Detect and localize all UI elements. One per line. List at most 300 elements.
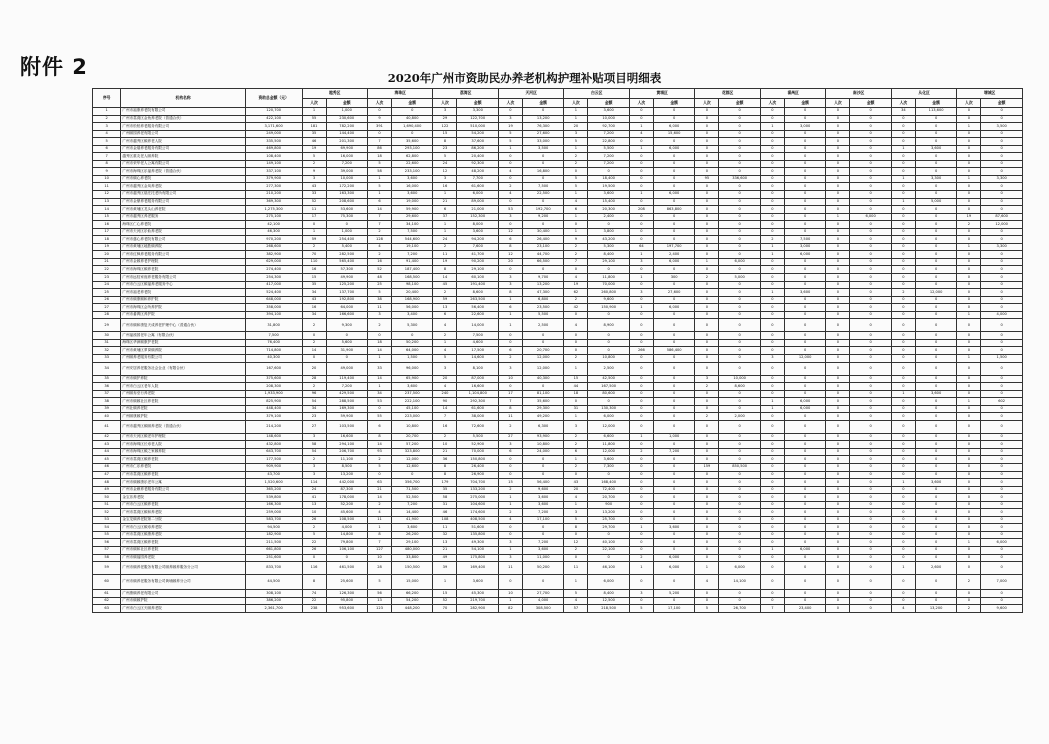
table-row — [93, 243, 1023, 251]
header-district: 天河区 — [498, 89, 563, 99]
cell-money: 0 — [850, 236, 891, 244]
cell-money: 300 — [653, 274, 694, 282]
cell-count: 2 — [564, 153, 588, 161]
cell-count: 2 — [367, 228, 391, 236]
row-total-amount: 211,500 — [245, 539, 302, 547]
header-district: 黄埔区 — [629, 89, 694, 99]
cell-count: 0 — [629, 539, 653, 547]
cell-count: 53 — [498, 206, 522, 214]
cell-money: 0 — [719, 266, 760, 274]
row-org-name: 广州市金颐养老护理院 — [121, 258, 245, 266]
cell-money: 17,100 — [522, 516, 563, 524]
row-total-amount: 94,500 — [245, 524, 302, 532]
cell-money: 0 — [653, 531, 694, 539]
cell-money: 23,400 — [784, 605, 825, 613]
cell-count: 0 — [695, 456, 719, 464]
cell-count: 0 — [760, 501, 784, 509]
cell-money: 0 — [981, 160, 1023, 168]
cell-money: 0 — [653, 362, 694, 375]
cell-money: 49,300 — [457, 539, 498, 547]
cell-count: 0 — [826, 311, 850, 319]
cell-count: 0 — [826, 479, 850, 487]
cell-count: 0 — [695, 332, 719, 340]
cell-money: 0 — [850, 332, 891, 340]
cell-count: 3 — [498, 115, 522, 123]
cell-count: 0 — [498, 332, 522, 340]
cell-count: 0 — [957, 405, 981, 413]
cell-money: 336,600 — [719, 175, 760, 183]
cell-count: 1 — [564, 413, 588, 421]
cell-count: 3 — [433, 175, 457, 183]
cell-count: 0 — [760, 420, 784, 433]
cell-count: 5 — [302, 531, 326, 539]
cell-count: 0 — [760, 494, 784, 502]
cell-count: 0 — [891, 383, 915, 391]
cell-count: 1 — [367, 524, 391, 532]
row-org-name: 广州市仁乐养老院 — [121, 463, 245, 471]
cell-count: 0 — [695, 311, 719, 319]
cell-count: 5 — [498, 138, 522, 146]
row-seq: 48 — [93, 479, 121, 487]
cell-count: 62 — [564, 289, 588, 297]
row-org-name: 金宝乐养老院 — [121, 494, 245, 502]
cell-money: 448,200 — [391, 605, 432, 613]
table-row — [93, 554, 1023, 562]
cell-count: 16 — [433, 183, 457, 191]
cell-count: 0 — [695, 448, 719, 456]
cell-count: 0 — [760, 590, 784, 598]
row-org-name: 广州市颐和康复天成养老护理中心（普通合伙） — [121, 319, 245, 332]
cell-count: 0 — [957, 516, 981, 524]
cell-money: 5,200 — [653, 590, 694, 598]
cell-count: 18 — [367, 153, 391, 161]
cell-count: 0 — [498, 463, 522, 471]
cell-money: 0 — [653, 115, 694, 123]
cell-count: 0 — [826, 375, 850, 383]
cell-count: 0 — [695, 243, 719, 251]
cell-count: 0 — [826, 236, 850, 244]
cell-money: 7,200 — [391, 501, 432, 509]
cell-money: 0 — [784, 501, 825, 509]
header-district: 番禺区 — [760, 89, 825, 99]
cell-count: 3 — [498, 362, 522, 375]
header-money: 金额 — [522, 98, 563, 108]
cell-count: 43 — [302, 183, 326, 191]
cell-money: 1,104,800 — [457, 390, 498, 398]
cell-money: 29,100 — [457, 266, 498, 274]
cell-money: 0 — [850, 311, 891, 319]
cell-count: 0 — [760, 531, 784, 539]
cell-count: 0 — [695, 319, 719, 332]
cell-money: 40,300 — [522, 375, 563, 383]
cell-count: 8 — [367, 433, 391, 441]
cell-money: 0 — [719, 479, 760, 487]
row-org-name: 广州颐园养老有限公司 — [121, 130, 245, 138]
cell-count: 0 — [957, 441, 981, 449]
cell-count: 0 — [891, 441, 915, 449]
cell-money: 0 — [784, 281, 825, 289]
cell-count: 0 — [957, 590, 981, 598]
cell-money: 0 — [850, 274, 891, 282]
cell-count: 0 — [695, 304, 719, 312]
row-total-amount: 308,100 — [245, 590, 302, 598]
cell-count: 70 — [302, 251, 326, 259]
cell-count: 34 — [367, 390, 391, 398]
cell-money: 0 — [719, 509, 760, 517]
cell-money: 7,200 — [326, 160, 367, 168]
row-total-amount: 166,300 — [245, 501, 302, 509]
table-row — [93, 332, 1023, 340]
cell-count: 5 — [433, 354, 457, 362]
cell-count: 39 — [433, 562, 457, 575]
cell-count: 59 — [433, 296, 457, 304]
cell-count: 0 — [957, 413, 981, 421]
cell-money: 0 — [981, 456, 1023, 464]
cell-count: 11 — [367, 304, 391, 312]
cell-money: 0 — [653, 311, 694, 319]
row-org-name: 广州市海珠区乐福养老院（普通合伙） — [121, 168, 245, 176]
cell-money: 0 — [981, 289, 1023, 297]
cell-count: 0 — [695, 108, 719, 116]
cell-money: 0 — [653, 539, 694, 547]
cell-money: 65,900 — [391, 375, 432, 383]
cell-money: 408,500 — [457, 516, 498, 524]
cell-money: 0 — [653, 471, 694, 479]
row-seq: 24 — [93, 281, 121, 289]
cell-money: 0 — [981, 332, 1023, 340]
table-row — [93, 390, 1023, 398]
row-org-name: 广州市颐养老服务有限公司黄埔颐养分公司 — [121, 575, 245, 590]
cell-money: 2,500 — [588, 362, 629, 375]
cell-money: 254,400 — [326, 236, 367, 244]
cell-count: 0 — [826, 456, 850, 464]
cell-count: 35 — [302, 130, 326, 138]
cell-count: 3 — [367, 311, 391, 319]
cell-money: 16,000 — [326, 153, 367, 161]
row-seq: 22 — [93, 266, 121, 274]
cell-count: 2 — [498, 354, 522, 362]
cell-money: 4,600 — [457, 339, 498, 347]
cell-count: 0 — [957, 383, 981, 391]
cell-count: 0 — [826, 175, 850, 183]
cell-count: 0 — [760, 198, 784, 206]
cell-money: 0 — [850, 304, 891, 312]
cell-money: 12,000 — [588, 420, 629, 433]
cell-count: 28 — [367, 562, 391, 575]
cell-money: 7,200 — [391, 251, 432, 259]
cell-money: 3,600 — [457, 228, 498, 236]
cell-money: 49,000 — [326, 362, 367, 375]
table-row — [93, 115, 1023, 123]
cell-count: 0 — [760, 145, 784, 153]
cell-money: 1,500 — [391, 354, 432, 362]
row-org-name: 广州市天河区颐老年护理院 — [121, 433, 245, 441]
cell-money: 0 — [981, 115, 1023, 123]
cell-money: 0 — [719, 524, 760, 532]
cell-money: 0 — [981, 258, 1023, 266]
cell-count: 16 — [302, 304, 326, 312]
cell-count: 55 — [302, 115, 326, 123]
cell-money: 0 — [653, 456, 694, 464]
cell-money: 6,800 — [522, 296, 563, 304]
table-row — [93, 266, 1023, 274]
cell-money: 0 — [784, 213, 825, 221]
cell-count: 13 — [433, 539, 457, 547]
cell-money: 0 — [653, 332, 694, 340]
cell-money: 16,000 — [391, 183, 432, 191]
cell-count: 0 — [695, 123, 719, 131]
cell-money: 0 — [915, 183, 956, 191]
cell-count: 8 — [564, 524, 588, 532]
cell-count: 0 — [695, 347, 719, 355]
cell-money: 0 — [981, 206, 1023, 214]
cell-money: 92,300 — [457, 160, 498, 168]
cell-count: 0 — [629, 420, 653, 433]
cell-count: 0 — [826, 546, 850, 554]
cell-money: 0 — [719, 501, 760, 509]
cell-count: 0 — [629, 183, 653, 191]
cell-money: 7,200 — [522, 539, 563, 547]
cell-count: 1 — [629, 433, 653, 441]
cell-money: 29,100 — [391, 539, 432, 547]
cell-money: 565,400 — [326, 258, 367, 266]
cell-money: 0 — [784, 575, 825, 590]
table-row — [93, 168, 1023, 176]
cell-count: 0 — [629, 413, 653, 421]
cell-money: 0 — [653, 339, 694, 347]
cell-money: 75,300 — [326, 213, 367, 221]
cell-count: 0 — [760, 130, 784, 138]
cell-money: 89,000 — [457, 198, 498, 206]
cell-count: 0 — [302, 354, 326, 362]
cell-money: 14,100 — [719, 575, 760, 590]
cell-money: 0 — [915, 266, 956, 274]
cell-money: 0 — [981, 509, 1023, 517]
row-org-name: 广州康颐养老有限公司 — [121, 590, 245, 598]
cell-count: 2 — [498, 183, 522, 191]
table-row — [93, 524, 1023, 532]
table-row — [93, 575, 1023, 590]
cell-count: 2 — [367, 319, 391, 332]
cell-count: 0 — [695, 183, 719, 191]
cell-count: 0 — [564, 266, 588, 274]
row-seq: 62 — [93, 597, 121, 605]
cell-count: 0 — [695, 362, 719, 375]
cell-money: 0 — [850, 494, 891, 502]
cell-money: 87,000 — [457, 375, 498, 383]
cell-count: 5 — [564, 516, 588, 524]
cell-count: 0 — [891, 281, 915, 289]
cell-money: 192,700 — [522, 206, 563, 214]
cell-money: 260,800 — [588, 289, 629, 297]
cell-count: 3 — [564, 130, 588, 138]
cell-count: 1 — [367, 175, 391, 183]
cell-count: 0 — [826, 281, 850, 289]
cell-count: 7 — [433, 413, 457, 421]
cell-money: 5,000 — [719, 274, 760, 282]
header-count: 人次 — [498, 98, 522, 108]
cell-money: 103,500 — [326, 420, 367, 433]
row-org-name: 广州颐康颐护院 — [121, 413, 245, 421]
cell-count: 0 — [957, 546, 981, 554]
cell-money: 0 — [719, 304, 760, 312]
cell-money: 0 — [915, 138, 956, 146]
cell-count: 0 — [826, 319, 850, 332]
cell-money: 0 — [653, 175, 694, 183]
cell-money: 9,600 — [588, 296, 629, 304]
cell-count: 0 — [629, 115, 653, 123]
cell-money: 0 — [981, 274, 1023, 282]
cell-count: 45 — [433, 281, 457, 289]
cell-money: 3,000 — [784, 123, 825, 131]
cell-count: 0 — [695, 354, 719, 362]
cell-money: 863,800 — [653, 206, 694, 214]
cell-count: 0 — [498, 456, 522, 464]
cell-count: 0 — [629, 168, 653, 176]
table-row — [93, 494, 1023, 502]
cell-money: 0 — [784, 304, 825, 312]
cell-money: 7,200 — [522, 509, 563, 517]
cell-money: 0 — [719, 153, 760, 161]
cell-count: 0 — [760, 175, 784, 183]
row-total-amount: 42,100 — [245, 221, 302, 229]
cell-money: 0 — [850, 546, 891, 554]
cell-count: 0 — [826, 221, 850, 229]
cell-count: 0 — [826, 362, 850, 375]
cell-count: 3 — [498, 441, 522, 449]
row-total-amount: 2,361,700 — [245, 605, 302, 613]
cell-count: 0 — [891, 160, 915, 168]
cell-money: 0 — [850, 362, 891, 375]
cell-money: 0 — [981, 420, 1023, 433]
cell-money: 70,000 — [457, 448, 498, 456]
cell-money: 26,700 — [719, 605, 760, 613]
cell-money: 0 — [719, 448, 760, 456]
cell-money: 13,200 — [522, 115, 563, 123]
cell-count: 0 — [695, 145, 719, 153]
row-seq: 8 — [93, 160, 121, 168]
cell-money: 0 — [719, 281, 760, 289]
cell-money: 0 — [784, 311, 825, 319]
cell-count: 1 — [891, 145, 915, 153]
cell-count: 10 — [498, 590, 522, 598]
cell-money: 0 — [653, 168, 694, 176]
cell-count: 1 — [498, 311, 522, 319]
cell-money: 0 — [588, 554, 629, 562]
cell-count: 8 — [498, 243, 522, 251]
cell-money: 0 — [915, 546, 956, 554]
table-row — [93, 175, 1023, 183]
row-seq: 6 — [93, 145, 121, 153]
cell-count: 0 — [891, 266, 915, 274]
cell-money: 0 — [653, 494, 694, 502]
row-total-amount: 825,900 — [245, 398, 302, 406]
cell-count: 0 — [957, 448, 981, 456]
cell-money: 263,500 — [457, 296, 498, 304]
cell-money: 197,700 — [653, 243, 694, 251]
cell-money: 0 — [784, 494, 825, 502]
cell-count: 0 — [891, 524, 915, 532]
cell-count: 64 — [629, 243, 653, 251]
header-count: 人次 — [760, 98, 784, 108]
row-total-amount: 382,900 — [245, 251, 302, 259]
cell-count: 6 — [564, 206, 588, 214]
cell-money: 191,400 — [457, 281, 498, 289]
cell-count: 0 — [826, 448, 850, 456]
cell-count: 6 — [367, 198, 391, 206]
cell-count: 0 — [695, 494, 719, 502]
cell-count: 2 — [695, 274, 719, 282]
cell-money: 0 — [719, 213, 760, 221]
cell-money: 6,000 — [850, 213, 891, 221]
cell-money: 122,700 — [457, 115, 498, 123]
cell-count: 5 — [629, 605, 653, 613]
cell-count: 0 — [826, 539, 850, 547]
cell-money: 0 — [719, 494, 760, 502]
cell-count: 0 — [629, 138, 653, 146]
cell-money: 0 — [784, 531, 825, 539]
cell-count: 4 — [498, 168, 522, 176]
cell-count: 1 — [564, 575, 588, 590]
header-count: 人次 — [302, 98, 326, 108]
cell-money: 0 — [784, 145, 825, 153]
cell-money: 0 — [981, 405, 1023, 413]
cell-count: 2 — [302, 456, 326, 464]
cell-count: 0 — [826, 206, 850, 214]
cell-money: 1,500 — [981, 354, 1023, 362]
cell-money: 0 — [915, 243, 956, 251]
row-org-name: 广州市颐心养老院 — [121, 175, 245, 183]
cell-money: 38,000 — [457, 413, 498, 421]
row-seq: 33 — [93, 354, 121, 362]
cell-count: 1 — [564, 145, 588, 153]
cell-money: 704,700 — [457, 479, 498, 487]
cell-money: 0 — [850, 501, 891, 509]
header-district: 花都区 — [695, 89, 760, 99]
cell-money: 150,800 — [457, 456, 498, 464]
cell-count: 0 — [957, 145, 981, 153]
cell-money: 0 — [915, 486, 956, 494]
cell-money: 0 — [850, 354, 891, 362]
cell-money: 46,100 — [588, 562, 629, 575]
cell-count: 3 — [564, 509, 588, 517]
cell-money: 0 — [850, 575, 891, 590]
cell-count: 0 — [826, 575, 850, 590]
cell-count: 20 — [302, 362, 326, 375]
cell-count: 0 — [891, 123, 915, 131]
cell-money: 7,200 — [326, 383, 367, 391]
cell-money: 14,000 — [457, 319, 498, 332]
cell-money: 3,600 — [522, 546, 563, 554]
cell-count: 0 — [957, 456, 981, 464]
header-district: 海珠区 — [367, 89, 432, 99]
cell-money: 18,400 — [588, 175, 629, 183]
table-row — [93, 311, 1023, 319]
cell-count: 1 — [891, 175, 915, 183]
cell-money: 0 — [981, 479, 1023, 487]
cell-money: 8,100 — [457, 362, 498, 375]
cell-money: 178,000 — [326, 494, 367, 502]
cell-count: 0 — [629, 575, 653, 590]
cell-money: 0 — [915, 213, 956, 221]
row-seq: 51 — [93, 501, 121, 509]
cell-money: 292,300 — [457, 398, 498, 406]
row-org-name: 广州市越秀区养老服务 — [121, 213, 245, 221]
row-seq: 31 — [93, 339, 121, 347]
cell-count: 108 — [433, 516, 457, 524]
cell-count: 0 — [302, 332, 326, 340]
cell-money: 17,100 — [653, 605, 694, 613]
